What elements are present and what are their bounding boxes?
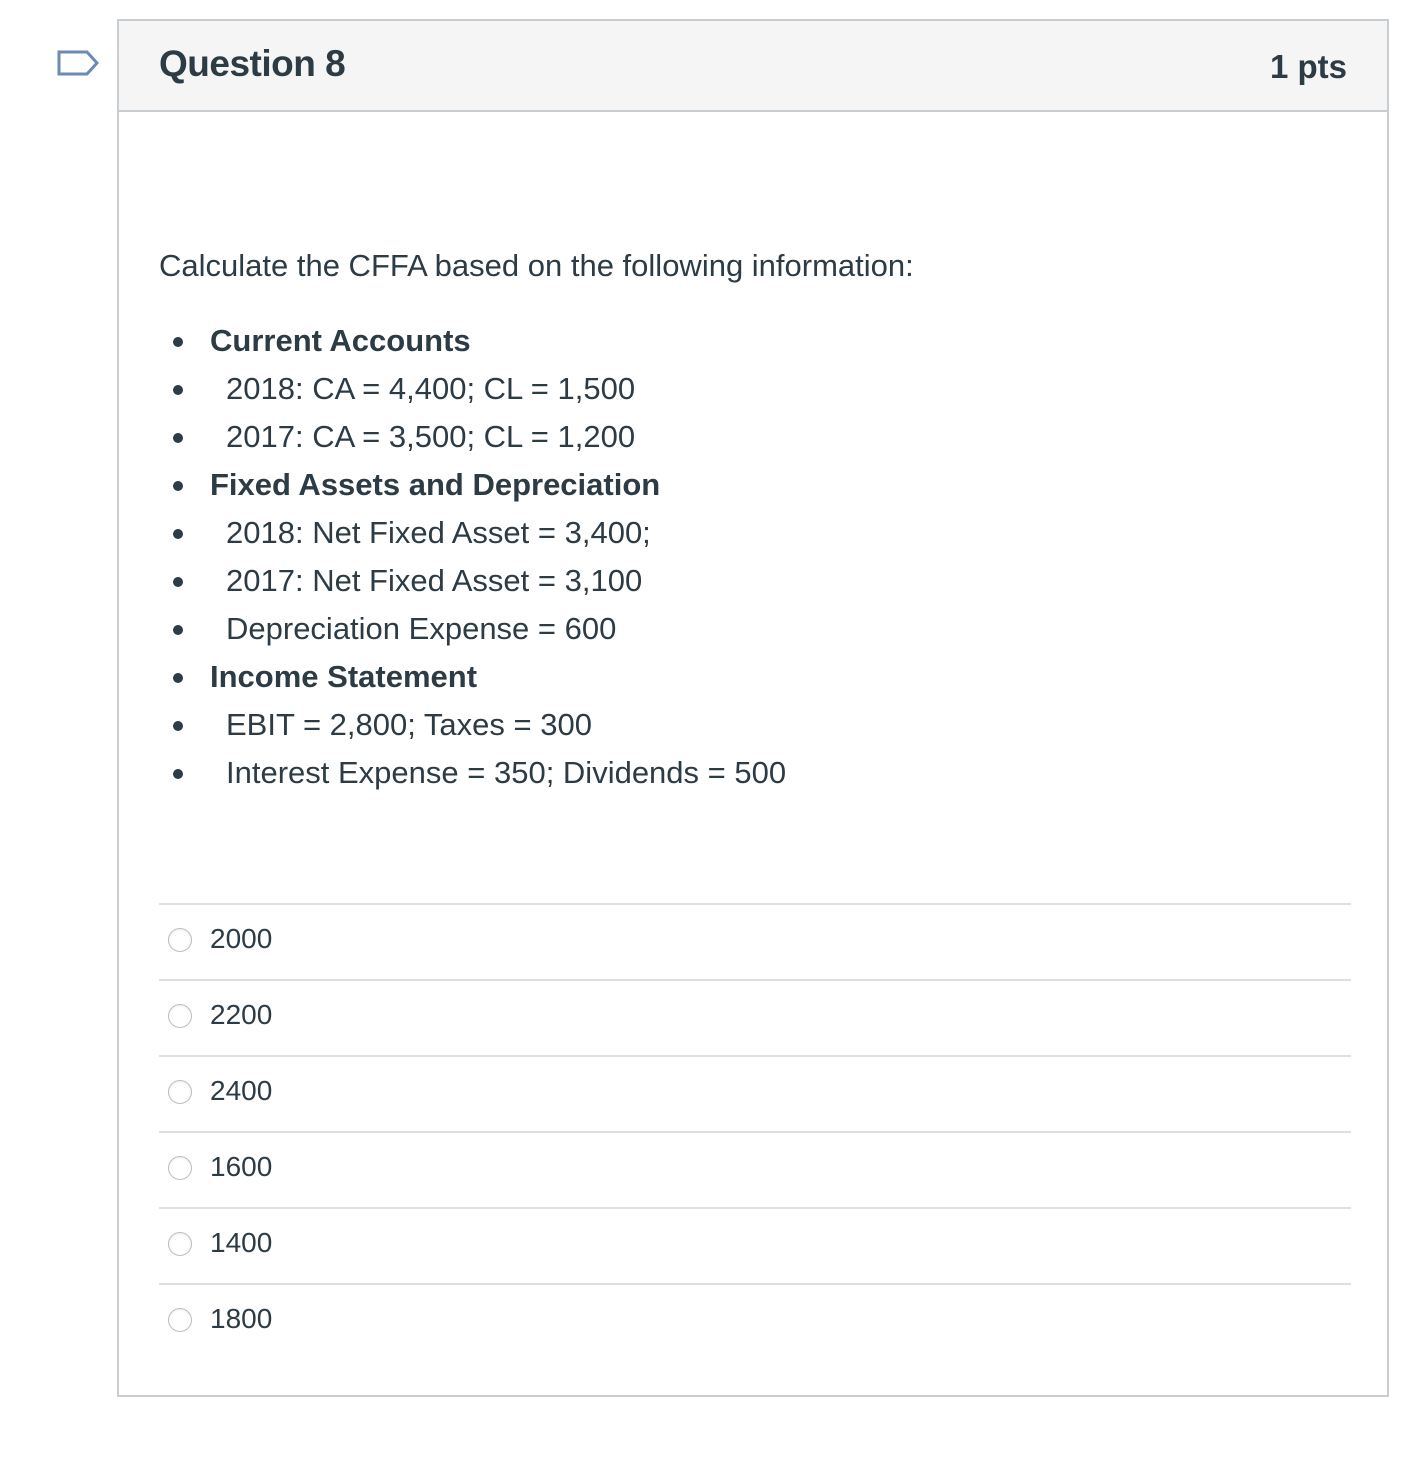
answer-option[interactable] <box>159 1131 1351 1207</box>
answer-option[interactable] <box>159 1283 1351 1359</box>
info-text: EBIT = 2,800; Taxes = 300 <box>226 707 592 742</box>
question-card <box>117 19 1389 1397</box>
answer-radio-button[interactable] <box>168 1156 192 1180</box>
bullet-icon <box>173 385 183 395</box>
info-text: 2018: CA = 4,400; CL = 1,500 <box>226 371 636 406</box>
answer-radio-button[interactable] <box>168 928 192 952</box>
info-heading: Income Statement <box>210 659 478 694</box>
answer-option[interactable] <box>159 903 1351 979</box>
bullet-icon <box>173 769 183 779</box>
info-text: 2018: Net Fixed Asset = 3,400; <box>226 515 651 550</box>
info-text: Interest Expense = 350; Dividends = 500 <box>226 755 787 790</box>
bullet-icon <box>173 433 183 443</box>
answer-label[interactable]: 1600 <box>210 1151 273 1182</box>
bullet-icon <box>173 577 183 587</box>
question-header <box>119 21 1387 112</box>
bullet-icon <box>173 721 183 731</box>
info-text: 2017: Net Fixed Asset = 3,100 <box>226 563 643 598</box>
answer-label[interactable]: 1400 <box>210 1227 273 1258</box>
answer-option[interactable] <box>159 979 1351 1055</box>
answer-label[interactable]: 1800 <box>210 1303 273 1334</box>
answer-radio-button[interactable] <box>168 1232 192 1256</box>
question-prompt: Calculate the CFFA based on the following information: <box>159 248 914 283</box>
answer-radio-button[interactable] <box>168 1080 192 1104</box>
bullet-icon <box>173 481 183 491</box>
answer-list <box>159 903 1351 1359</box>
answer-radio-button[interactable] <box>168 1004 192 1028</box>
info-heading: Fixed Assets and Depreciation <box>210 467 661 502</box>
info-heading: Current Accounts <box>210 323 471 358</box>
question-points: 1 pts <box>1269 48 1347 85</box>
bullet-icon <box>173 673 183 683</box>
info-text: Depreciation Expense = 600 <box>226 611 617 646</box>
answer-option[interactable] <box>159 1207 1351 1283</box>
answer-label[interactable]: 2000 <box>210 923 273 954</box>
flag-question-icon[interactable] <box>57 49 101 81</box>
info-text: 2017: CA = 3,500; CL = 1,200 <box>226 419 636 454</box>
answer-option[interactable] <box>159 1055 1351 1131</box>
bullet-icon <box>173 625 183 635</box>
answer-label[interactable]: 2200 <box>210 999 273 1030</box>
bullet-icon <box>173 529 183 539</box>
answer-label[interactable]: 2400 <box>210 1075 273 1106</box>
answer-radio-button[interactable] <box>168 1308 192 1332</box>
bullet-icon <box>173 337 183 347</box>
question-title: Question 8 <box>159 43 346 84</box>
